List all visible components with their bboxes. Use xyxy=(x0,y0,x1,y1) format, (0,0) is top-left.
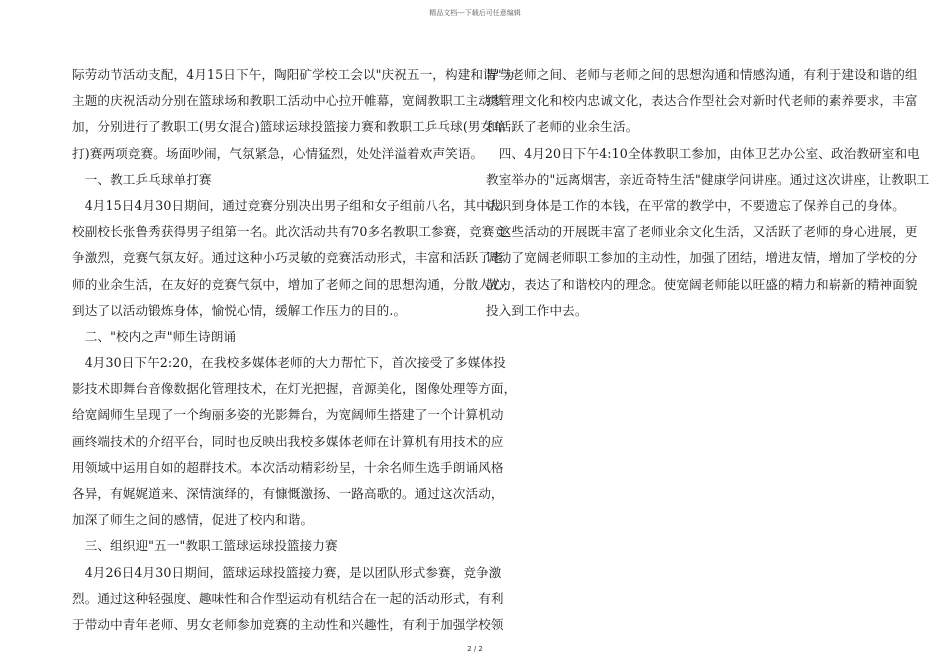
text-line: 烈。通过这种轻强度、趣味性和合作型运动有机结合在一起的活动形式，有利 xyxy=(72,590,504,606)
text-line: 4月30日下午2:20，在我校多媒体老师的大力帮忙下，首次接受了多媒体投 xyxy=(72,355,506,371)
text-line: 导与老师之间、老师与老师之间的思想沟通和情感沟通，有利于建设和谐的组 xyxy=(486,67,918,82)
page-header: 精品文档---下载后可任意编辑 xyxy=(429,9,521,17)
page-number: 2 / 2 xyxy=(467,645,483,653)
text-line: 影技术即舞台音像数据化管理技术，在灯光把握，音源美化，图像处理等方面， xyxy=(72,381,517,397)
text-line: 这些活动的开展既丰富了老师业余文化生活，又活跃了老师的身心进展，更 xyxy=(486,224,918,240)
text-line: 争激烈，竞赛气氛友好。通过这种小巧灵敏的竞赛活动形式，丰富和活跃了老 xyxy=(72,250,504,266)
text-line: 画终端技术的介绍平台，同时也反映出我校多媒体老师在计算机有用技术的应 xyxy=(72,433,504,449)
text-line: 加深了师生之间的感情，促进了校内和谐。 xyxy=(72,512,314,528)
text-line: 教室举办的"远离烟害，亲近奇特生活"健康学问讲座。通过这次讲座，让教职工 xyxy=(486,171,930,187)
text-line: 用领域中运用自如的超群技术。本次活动精彩纷呈，十余名师生选手朗诵风格 xyxy=(72,459,504,475)
text-line: 认识到身体是工作的本钱，在平常的教学中，不要遗忘了保养自己的身体。 xyxy=(486,197,905,213)
text-line: 4月26日4月30日期间，篮球运球投篮接力赛，是以团队形式参赛，竞争激 xyxy=(72,564,502,580)
text-line: 打)赛两项竞赛。场面吵闹，气氛紧急，心情猛烈，处处洋溢着欢声笑语。 xyxy=(72,145,484,161)
text-line: 给宽阔师生呈现了一个绚丽多姿的光影舞台，为宽阔师生搭建了一个计算机动 xyxy=(72,407,504,423)
text-line: 和活跃了老师的业余生活。 xyxy=(486,119,639,135)
text-line: 各异，有娓娓道来、深情演绎的，有慷慨激扬、一路高歌的。通过这次活动， xyxy=(72,486,504,501)
text-line: 校副校长张鲁秀获得男子组第一名。此次活动共有70多名教职工参赛，竞赛竞 xyxy=(72,224,508,240)
text-line: 散力，表达了和谐校内的理念。使宽阔老师能以旺盛的精力和崭新的精神面貌 xyxy=(486,276,918,292)
text-line: 织管理文化和校内忠诚文化，表达合作型社会对新时代老师的素养要求，丰富 xyxy=(486,93,918,109)
text-line: 际劳动节活动支配，4月15日下午，陶阳矿学校工会以"庆祝五一，构建和谐"为 xyxy=(72,67,515,82)
text-line: 主题的庆祝活动分别在篮球场和教职工活动中心拉开帷幕，宽阔教职工主动参 xyxy=(72,93,504,109)
text-line: 三、组织迎"五一"教职工篮球运球投篮接力赛 xyxy=(72,538,338,554)
text-line: 调动了宽阔老师职工参加的主动性，加强了团结，增进友情，增加了学校的分 xyxy=(486,250,918,266)
text-line: 师的业余生活，在友好的竞赛气氛中，增加了老师之间的思想沟通，分散人心; xyxy=(72,276,508,292)
right-text-column xyxy=(486,62,930,324)
text-line: 四、4月20日下午4:10全体教职工参加，由体卫艺办公室、政治教研室和电 xyxy=(486,145,920,161)
text-line: 于带动中青年老师、男女老师参加竞赛的主动性和兴趣性，有利于加强学校领 xyxy=(72,616,504,632)
text-line: 到达了以活动锻炼身体，愉悦心情，缓解工作压力的目的.。 xyxy=(72,302,407,318)
left-text-column xyxy=(72,62,517,638)
text-line: 4月15日4月30日期间，通过竞赛分别决出男子组和女子组前八名，其中我 xyxy=(72,197,502,213)
text-line: 二、"校内之声"师生诗朗诵 xyxy=(72,328,237,344)
text-line: 投入到工作中去。 xyxy=(486,302,588,318)
text-line: 加，分别进行了教职工(男女混合)篮球运球投篮接力赛和教职工乒乓球(男女单 xyxy=(72,119,506,135)
text-line: 一、教工乒乓球单打赛 xyxy=(72,171,212,187)
